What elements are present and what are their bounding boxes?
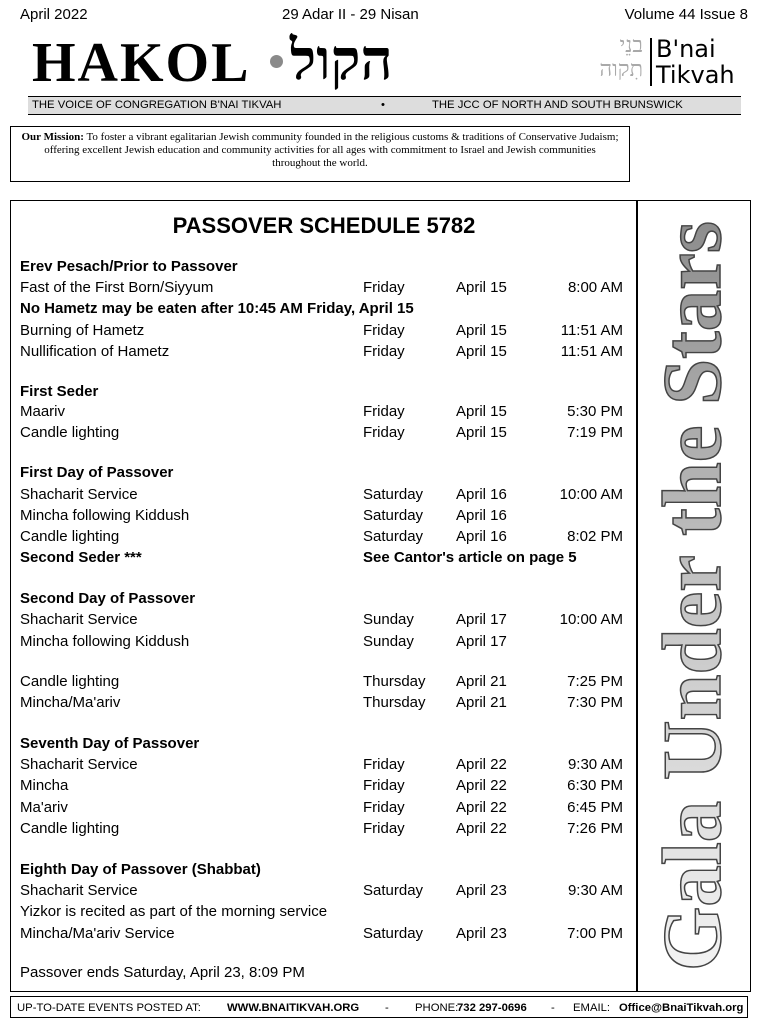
passover-schedule-box <box>10 200 638 992</box>
event-time: 8:00 AM <box>567 279 623 296</box>
event-day: Sunday <box>363 611 414 628</box>
event-name: Shacharit Service <box>20 882 138 899</box>
event-name: No Hametz may be eaten after 10:45 AM Friday, April 15 <box>20 300 414 317</box>
event-date: April 22 <box>456 756 507 773</box>
event-name: Nullification of Hametz <box>20 343 170 360</box>
event-name: Mincha/Ma'ariv Service <box>20 925 175 942</box>
footer-events-label: UP-TO-DATE EVENTS POSTED AT: <box>17 1002 201 1014</box>
event-date: April 22 <box>456 820 507 837</box>
event-name: Shacharit Service <box>20 756 138 773</box>
event-date: April 22 <box>456 777 507 794</box>
event-time: 9:30 AM <box>567 882 623 899</box>
event-time: 7:30 PM <box>567 694 623 711</box>
gala-vertical-title <box>644 211 744 981</box>
issue-info-bar <box>20 6 748 26</box>
event-name: Candle lighting <box>20 424 120 441</box>
footer-phone-label: PHONE: <box>415 1002 459 1014</box>
footer-email-link[interactable]: Office@BnaiTikvah.org <box>619 1002 744 1014</box>
tagline-left: THE VOICE OF CONGREGATION B'NAI TIKVAH <box>32 99 282 111</box>
event-time: 8:02 PM <box>567 528 623 545</box>
event-time: 10:00 AM <box>559 486 623 503</box>
event-day: Saturday <box>363 507 424 524</box>
event-name: Maariv <box>20 403 66 420</box>
event-time: 10:00 AM <box>559 611 623 628</box>
event-name: Seventh Day of Passover <box>20 735 200 752</box>
footer-email-label: EMAIL: <box>573 1002 611 1014</box>
hebrew-date-range: 29 Adar II - 29 Nisan <box>282 6 419 23</box>
volume-issue: Volume 44 Issue 8 <box>624 6 748 23</box>
event-time: 7:19 PM <box>567 424 623 441</box>
event-time: 11:51 AM <box>560 322 623 339</box>
logo-hebrew-line1: בנֵי <box>619 33 643 58</box>
event-time: 11:51 AM <box>560 343 623 360</box>
event-date: April 16 <box>456 507 507 524</box>
event-date: April 16 <box>456 528 507 545</box>
event-day: Saturday <box>363 486 424 503</box>
event-time: 9:30 AM <box>567 756 623 773</box>
event-day: Friday <box>363 756 405 773</box>
event-day: Friday <box>363 777 405 794</box>
event-date: April 22 <box>456 799 507 816</box>
logo-divider <box>650 38 652 86</box>
event-day: Friday <box>363 343 405 360</box>
event-name: Passover ends Saturday, April 23, 8:09 PM <box>20 964 305 981</box>
bnai-tikvah-logo-hebrew <box>555 34 643 82</box>
mission-text: To foster a vibrant egalitarian Jewish community founded in the religious customs & traditions of Conservative Judaism; offering excellent Jewish education and community activities for all ages with commitment to Israel and Jewish communities throughout the world. <box>44 131 619 169</box>
masthead <box>20 28 745 96</box>
event-day: Saturday <box>363 882 424 899</box>
event-date: April 17 <box>456 611 507 628</box>
issue-date: April 2022 <box>20 6 88 23</box>
event-date: April 23 <box>456 925 507 942</box>
event-time: 7:00 PM <box>567 925 623 942</box>
event-day: Friday <box>363 424 405 441</box>
logo-english-line1: B'nai <box>656 35 716 63</box>
event-name: Shacharit Service <box>20 486 138 503</box>
event-time: 6:45 PM <box>567 799 623 816</box>
logo-english-line2: Tikvah <box>656 61 735 89</box>
event-name: Mincha <box>20 777 69 794</box>
event-day: Saturday <box>363 925 424 942</box>
event-name: Second Seder *** <box>20 549 142 566</box>
schedule-title: PASSOVER SCHEDULE 5782 <box>172 213 476 238</box>
gala-sidebar <box>636 200 751 992</box>
footer-separator: - <box>385 1002 389 1014</box>
event-name: First Seder <box>20 383 99 400</box>
event-time: 6:30 PM <box>567 777 623 794</box>
event-date: April 16 <box>456 486 507 503</box>
event-date: April 15 <box>456 424 507 441</box>
event-time: 7:25 PM <box>567 673 623 690</box>
tagline-bar <box>28 96 741 115</box>
event-date: April 21 <box>456 694 507 711</box>
event-day: Thursday <box>363 694 426 711</box>
footer-bar <box>10 996 748 1018</box>
event-name: Second Day of Passover <box>20 590 196 607</box>
footer-phone: 732 297-0696 <box>457 1002 527 1014</box>
mission-statement <box>10 126 630 182</box>
event-date: April 15 <box>456 322 507 339</box>
event-date: April 15 <box>456 279 507 296</box>
event-name: Candle lighting <box>20 820 120 837</box>
bullet-dot-icon <box>270 55 283 68</box>
event-date: April 21 <box>456 673 507 690</box>
event-date: April 15 <box>456 343 507 360</box>
event-name: First Day of Passover <box>20 464 174 481</box>
event-day: Friday <box>363 403 405 420</box>
bnai-tikvah-logo-english <box>656 36 735 88</box>
mission-label: Our Mission: <box>21 131 84 143</box>
event-name: Erev Pesach/Prior to Passover <box>20 258 238 275</box>
event-time: 5:30 PM <box>567 403 623 420</box>
footer-separator: - <box>551 1002 555 1014</box>
event-day: Thursday <box>363 673 426 690</box>
event-name: Candle lighting <box>20 673 120 690</box>
event-day: Sunday <box>363 633 414 650</box>
event-name: Burning of Hametz <box>20 322 145 339</box>
event-name: Mincha following Kiddush <box>20 507 190 524</box>
event-day: Friday <box>363 799 405 816</box>
newsletter-title-hebrew: הקול <box>290 27 393 93</box>
event-date: April 15 <box>456 403 507 420</box>
logo-hebrew-line2: תִקוה <box>599 57 643 82</box>
event-name: Shacharit Service <box>20 611 138 628</box>
gala-vertical-text: Gala Under the Stars <box>646 211 739 971</box>
newsletter-title: HAKOL <box>32 32 251 94</box>
event-name: Yizkor is recited as part of the morning service <box>20 903 328 920</box>
event-day: Saturday <box>363 528 424 545</box>
event-date: April 23 <box>456 882 507 899</box>
event-name: Ma'ariv <box>20 799 68 816</box>
event-name: Mincha following Kiddush <box>20 633 190 650</box>
event-time: 7:26 PM <box>567 820 623 837</box>
event-name: Candle lighting <box>20 528 120 545</box>
event-date: April 17 <box>456 633 507 650</box>
event-day: Friday <box>363 322 405 339</box>
tagline-bullet: • <box>381 99 385 111</box>
tagline-right: THE JCC OF NORTH AND SOUTH BRUNSWICK <box>432 99 683 111</box>
footer-website-link[interactable]: WWW.BNAITIKVAH.ORG <box>227 1002 360 1014</box>
event-name: Eighth Day of Passover (Shabbat) <box>20 861 261 878</box>
event-name: Mincha/Ma'ariv <box>20 694 121 711</box>
event-day: Friday <box>363 279 405 296</box>
event-day: Friday <box>363 820 405 837</box>
event-name: Fast of the First Born/Siyyum <box>20 279 214 296</box>
event-day: See Cantor's article on page 5 <box>363 549 577 566</box>
